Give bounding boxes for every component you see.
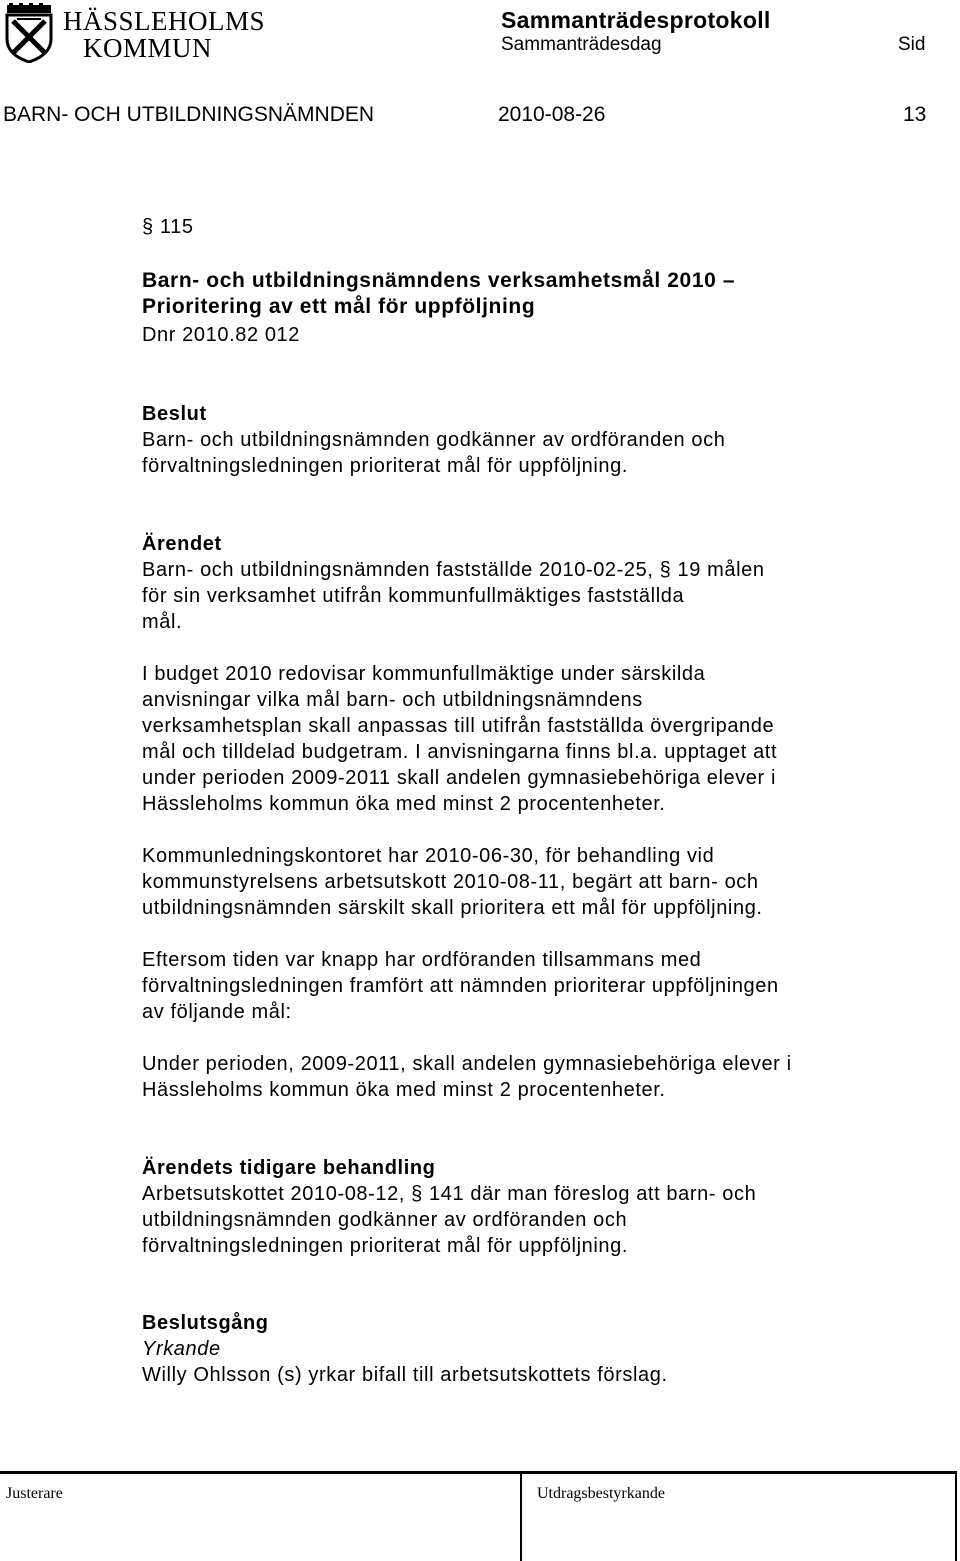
- case-dnr: Dnr 2010.82 012: [142, 324, 301, 346]
- case-title-line: Barn- och utbildningsnämndens verksamhetsmål 2010 –: [142, 269, 736, 292]
- case-title: [142, 268, 735, 320]
- footer-adjuster-box: [0, 1474, 522, 1561]
- text-line: Eftersom tiden var knapp har ordföranden tillsammans med: [142, 949, 702, 971]
- previous-text: [142, 1181, 756, 1259]
- logo-line-1: HÄSSLEHOLMS: [63, 6, 266, 36]
- text-line: förvaltningsledningen prioriterat mål för uppföljning.: [142, 455, 628, 477]
- logo-line-2: KOMMUN: [83, 33, 213, 63]
- page-label: Sid: [898, 34, 926, 55]
- text-line: för sin verksamhet utifrån kommunfullmäktiges fastställda: [142, 585, 685, 607]
- text-line: Barn- och utbildningsnämnden godkänner av ordföranden och: [142, 429, 726, 451]
- logo-wordmark: [63, 8, 265, 62]
- text-line: kommunstyrelsens arbetsutskott 2010-08-11, begärt att barn- och: [142, 871, 759, 893]
- text-line: under perioden 2009-2011 skall andelen gymnasiebehöriga elever i: [142, 767, 776, 789]
- meeting-date: 2010-08-26: [498, 103, 606, 126]
- text-line: utbildningsnämnden godkänner av ordföranden och: [142, 1209, 628, 1231]
- text-line: förvaltningsledningen prioriterat mål för uppföljning.: [142, 1235, 628, 1257]
- text-line: verksamhetsplan skall anpassas till utifrån fastställda övergripande: [142, 715, 775, 737]
- matter-heading: Ärendet: [142, 533, 222, 555]
- decision-text: [142, 427, 725, 479]
- case-title-line: Prioritering av ett mål för uppföljning: [142, 295, 536, 318]
- footer-adjuster-label: Justerare: [6, 1485, 63, 1502]
- text-line: förvaltningsledningen framfört att nämnden prioriterar uppföljningen: [142, 975, 779, 997]
- crest-icon: [3, 3, 55, 63]
- text-line: mål.: [142, 611, 183, 633]
- text-line: Kommunledningskontoret har 2010-06-30, för behandling vid: [142, 845, 715, 867]
- procedure-text: Willy Ohlsson (s) yrkar bifall till arbetsutskottets förslag.: [142, 1364, 668, 1386]
- municipality-logo: [3, 3, 266, 65]
- document-type: Sammanträdesprotokoll: [501, 7, 771, 33]
- text-line: mål och tilldelad budgetram. I anvisningarna finns bl.a. upptaget att: [142, 741, 778, 763]
- procedure-subheading: Yrkande: [142, 1338, 221, 1360]
- procedure-heading: Beslutsgång: [142, 1312, 269, 1334]
- matter-paragraph-3: [142, 843, 763, 921]
- text-line: av följande mål:: [142, 1001, 292, 1023]
- board-name: BARN- OCH UTBILDNINGSNÄMNDEN: [3, 103, 375, 126]
- matter-paragraph-4: [142, 947, 779, 1025]
- matter-paragraph-5: [142, 1051, 792, 1103]
- text-line: Barn- och utbildningsnämnden fastställde 2010-02-25, § 19 målen: [142, 559, 765, 581]
- text-line: Under perioden, 2009-2011, skall andelen gymnasiebehöriga elever i: [142, 1053, 792, 1075]
- matter-paragraph-2: [142, 661, 777, 817]
- decision-heading: Beslut: [142, 403, 207, 425]
- page-number: 13: [903, 103, 927, 126]
- paragraph-number: § 115: [142, 216, 194, 238]
- text-line: Arbetsutskottet 2010-08-12, § 141 där man föreslog att barn- och: [142, 1183, 757, 1205]
- text-line: anvisningar vilka mål barn- och utbildningsnämndens: [142, 689, 643, 711]
- text-line: I budget 2010 redovisar kommunfullmäktige under särskilda: [142, 663, 706, 685]
- text-line: utbildningsnämnden särskilt skall prioritera ett mål för uppföljning.: [142, 897, 763, 919]
- matter-paragraph-1: [142, 557, 765, 635]
- previous-heading: Ärendets tidigare behandling: [142, 1157, 436, 1179]
- footer-extract-label: Utdragsbestyrkande: [537, 1485, 665, 1502]
- text-line: Hässleholms kommun öka med minst 2 procentenheter.: [142, 793, 666, 815]
- meeting-date-label: Sammanträdesdag: [501, 34, 662, 55]
- text-line: Hässleholms kommun öka med minst 2 procentenheter.: [142, 1079, 666, 1101]
